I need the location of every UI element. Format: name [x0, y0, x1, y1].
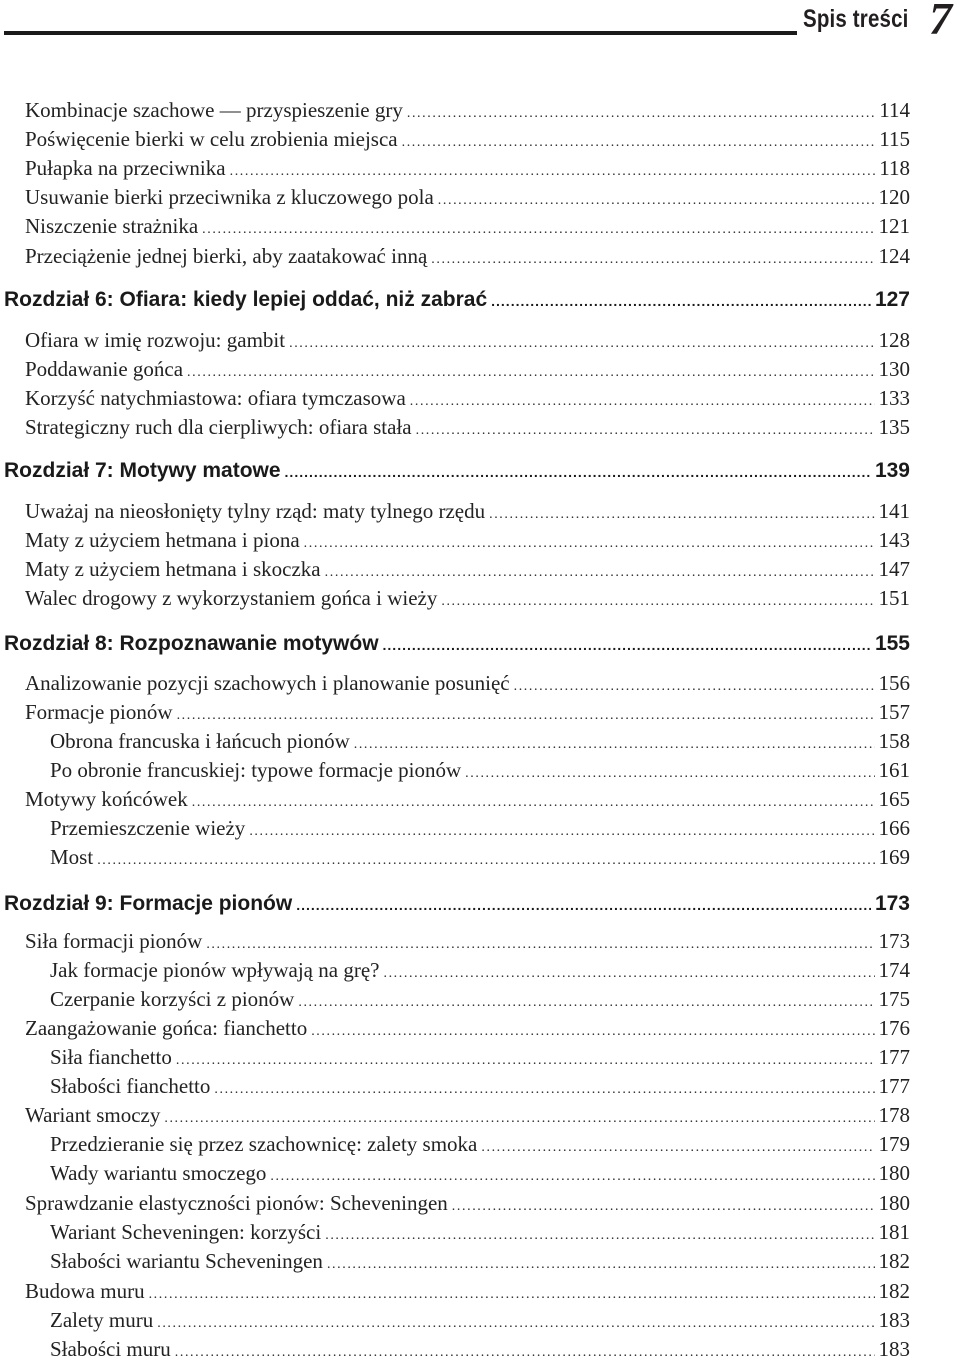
toc-entry[interactable]: [25, 698, 910, 730]
page-ref: 128: [878, 328, 910, 352]
page-ref: 176: [878, 1016, 910, 1040]
dot-leader: [214, 1075, 874, 1104]
page-ref: 161: [878, 758, 910, 782]
dot-leader: [491, 286, 871, 316]
page-ref: 169: [878, 845, 910, 869]
page-ref: 156: [878, 671, 910, 695]
dot-leader: [192, 788, 875, 817]
entry-title: Sprawdzanie elastyczności pionów: Scheveningen: [25, 1191, 448, 1215]
entry-title: Poświęcenie bierki w celu zrobienia miejsca: [25, 127, 398, 151]
toc-entry[interactable]: [25, 1277, 910, 1309]
chapter-title: Rozdział 9: Formacje pionów: [4, 892, 293, 915]
chapter-title: Rozdział 8: Rozpoznawanie motywów: [4, 632, 379, 655]
entry-title: Wariant Scheveningen: korzyści: [50, 1220, 322, 1244]
entry-title: Budowa muru: [25, 1279, 145, 1303]
page-ref: 133: [878, 386, 910, 410]
dot-leader: [452, 1192, 875, 1221]
page-ref: 127: [874, 288, 910, 311]
toc-entry[interactable]: [25, 355, 910, 387]
page-ref: 166: [878, 816, 910, 840]
page-ref: 120: [878, 185, 910, 209]
toc-entry[interactable]: [50, 985, 910, 1017]
toc-entry[interactable]: [25, 1014, 910, 1046]
page-header: [0, 0, 960, 44]
entry-title: Strategiczny ruch dla cierpliwych: ofiara stała: [25, 415, 412, 439]
toc-entry[interactable]: [50, 814, 910, 846]
toc-entry[interactable]: [25, 497, 910, 529]
dot-leader: [325, 1221, 874, 1250]
page-ref: 151: [878, 586, 910, 610]
entry-title: Walec drogowy z wykorzystaniem gońca i wieży: [25, 586, 438, 610]
toc-chapter[interactable]: [4, 889, 910, 920]
toc-entry[interactable]: [25, 927, 910, 959]
page-ref: 158: [878, 729, 910, 753]
entry-title: Ofiara w imię rozwoju: gambit: [25, 328, 286, 352]
entry-title: Zaangażowanie gońca: fianchetto: [25, 1016, 308, 1040]
entry-title: Obrona francuska i łańcuch pionów: [50, 729, 350, 753]
toc-entry[interactable]: [25, 584, 910, 616]
entry-title: Formacje pionów: [25, 700, 173, 724]
dot-leader: [327, 1250, 875, 1279]
entry-title: Zalety muru: [50, 1308, 154, 1332]
dot-leader: [416, 416, 875, 445]
dot-leader: [489, 500, 874, 529]
toc-entry[interactable]: [50, 1247, 910, 1279]
page-ref: 130: [878, 357, 910, 381]
page-ref: 182: [878, 1279, 910, 1303]
toc-entry[interactable]: [25, 555, 910, 587]
page-ref: 114: [879, 98, 910, 122]
dot-leader: [514, 672, 875, 701]
toc-entry[interactable]: [25, 785, 910, 817]
dot-leader: [249, 817, 874, 846]
entry-title: Słabości wariantu Scheveningen: [50, 1249, 323, 1273]
dot-leader: [304, 529, 875, 558]
toc-entry[interactable]: [50, 1335, 910, 1367]
dot-leader: [298, 988, 874, 1017]
toc-entry[interactable]: [50, 843, 910, 875]
dot-leader: [481, 1133, 874, 1162]
toc-entry[interactable]: [50, 1043, 910, 1075]
dot-leader: [441, 587, 874, 616]
toc-entry[interactable]: [25, 183, 910, 215]
toc-entry[interactable]: [50, 727, 910, 759]
page-ref: 173: [874, 892, 910, 915]
page-ref: 175: [878, 987, 910, 1011]
toc-entry[interactable]: [25, 212, 910, 244]
entry-title: Pułapka na przeciwnika: [25, 156, 226, 180]
toc-entry[interactable]: [50, 956, 910, 988]
entry-title: Niszczenie strażnika: [25, 214, 199, 238]
dot-leader: [206, 930, 874, 959]
toc-entry[interactable]: [50, 1072, 910, 1104]
dot-leader: [402, 128, 876, 157]
entry-title: Przeciążenie jednej bierki, aby zaatakować inną: [25, 244, 428, 268]
dot-leader: [164, 1104, 874, 1133]
dot-leader: [149, 1280, 875, 1309]
page-ref: 157: [878, 700, 910, 724]
page-ref: 178: [878, 1103, 910, 1127]
page-ref: 121: [878, 214, 910, 238]
header-title: Spis treści: [803, 5, 909, 33]
chapter-title: Rozdział 6: Ofiara: kiedy lepiej oddać, niż zabrać: [4, 288, 488, 311]
toc-chapter[interactable]: [4, 629, 910, 660]
header-rule: [4, 31, 797, 35]
dot-leader: [270, 1162, 874, 1191]
entry-title: Maty z użyciem hetmana i piona: [25, 528, 300, 552]
toc-entry[interactable]: [50, 1159, 910, 1191]
page-ref: 180: [878, 1161, 910, 1185]
dot-leader: [407, 99, 875, 128]
page-ref: 174: [878, 958, 910, 982]
dot-leader: [157, 1309, 874, 1338]
entry-title: Słabości fianchetto: [50, 1074, 211, 1098]
page-ref: 155: [874, 632, 910, 655]
entry-title: Czerpanie korzyści z pionów: [50, 987, 295, 1011]
entry-title: Wariant smoczy: [25, 1103, 161, 1127]
entry-title: Siła formacji pionów: [25, 929, 203, 953]
toc-chapter[interactable]: [4, 456, 910, 487]
entry-title: Analizowanie pozycji szachowych i planowanie posunięć: [25, 671, 510, 695]
dot-leader: [311, 1017, 874, 1046]
dot-leader: [285, 457, 871, 487]
page-ref: 179: [878, 1132, 910, 1156]
entry-title: Korzyść natychmiastowa: ofiara tymczasowa: [25, 386, 406, 410]
dot-leader: [176, 1046, 875, 1075]
page-ref: 173: [878, 929, 910, 953]
dot-leader: [325, 558, 875, 587]
dot-leader: [383, 630, 871, 660]
entry-title: Słabości muru: [50, 1337, 171, 1361]
page-ref: 183: [878, 1308, 910, 1332]
toc-chapter[interactable]: [4, 285, 910, 316]
entry-title: Uważaj na nieosłonięty tylny rząd: maty tylnego rzędu: [25, 499, 486, 523]
page-number: 7: [929, 0, 952, 44]
dot-leader: [289, 329, 874, 358]
page-ref: 141: [878, 499, 910, 523]
toc-entry[interactable]: [25, 384, 910, 416]
toc-entry[interactable]: [25, 669, 910, 701]
dot-leader: [465, 759, 874, 788]
entry-title: Przemieszczenie wieży: [50, 816, 246, 840]
dot-leader: [438, 186, 875, 215]
toc-entry[interactable]: [25, 1189, 910, 1221]
dot-leader: [410, 387, 875, 416]
toc-entry[interactable]: [25, 1101, 910, 1133]
dot-leader: [383, 959, 874, 988]
page-ref: 139: [874, 459, 910, 482]
entry-title: Po obronie francuskiej: typowe formacje pionów: [50, 758, 462, 782]
page-ref: 182: [878, 1249, 910, 1273]
page-ref: 177: [878, 1074, 910, 1098]
dot-leader: [431, 245, 874, 274]
toc-entry[interactable]: [25, 413, 910, 445]
chapter-title: Rozdział 7: Motywy matowe: [4, 459, 281, 482]
toc-entry[interactable]: [25, 125, 910, 157]
toc-entry[interactable]: [50, 756, 910, 788]
page-ref: 177: [878, 1045, 910, 1069]
entry-title: Motywy końcówek: [25, 787, 188, 811]
page-ref: 143: [878, 528, 910, 552]
page-ref: 115: [879, 127, 910, 151]
page-ref: 147: [878, 557, 910, 581]
toc-entry[interactable]: [25, 326, 910, 358]
dot-leader: [97, 846, 874, 875]
entry-title: Most: [50, 845, 94, 869]
page-ref: 183: [878, 1337, 910, 1361]
dot-leader: [187, 358, 874, 387]
toc-entry[interactable]: [50, 1306, 910, 1338]
toc-entry[interactable]: [50, 1218, 910, 1250]
page-ref: 124: [878, 244, 910, 268]
entry-title: Przedzieranie się przez szachownicę: zalety smoka: [50, 1132, 478, 1156]
dot-leader: [202, 215, 874, 244]
toc-entry[interactable]: [25, 154, 910, 186]
page-ref: 180: [878, 1191, 910, 1215]
entry-title: Poddawanie gońca: [25, 357, 184, 381]
dot-leader: [230, 157, 876, 186]
entry-title: Kombinacje szachowe — przyspieszenie gry: [25, 98, 403, 122]
entry-title: Wady wariantu smoczego: [50, 1161, 267, 1185]
toc-entry[interactable]: [25, 242, 910, 274]
dot-leader: [354, 730, 875, 759]
toc-entry[interactable]: [25, 96, 910, 128]
dot-leader: [177, 701, 875, 730]
entry-title: Jak formacje pionów wpływają na grę?: [50, 958, 380, 982]
page-ref: 118: [879, 156, 910, 180]
page-ref: 135: [878, 415, 910, 439]
toc-entry[interactable]: [50, 1130, 910, 1162]
page-ref: 165: [878, 787, 910, 811]
dot-leader: [175, 1338, 875, 1367]
dot-leader: [296, 890, 871, 920]
toc-entry[interactable]: [25, 526, 910, 558]
page-ref: 181: [878, 1220, 910, 1244]
entry-title: Maty z użyciem hetmana i skoczka: [25, 557, 321, 581]
entry-title: Siła fianchetto: [50, 1045, 172, 1069]
entry-title: Usuwanie bierki przeciwnika z kluczowego pola: [25, 185, 434, 209]
